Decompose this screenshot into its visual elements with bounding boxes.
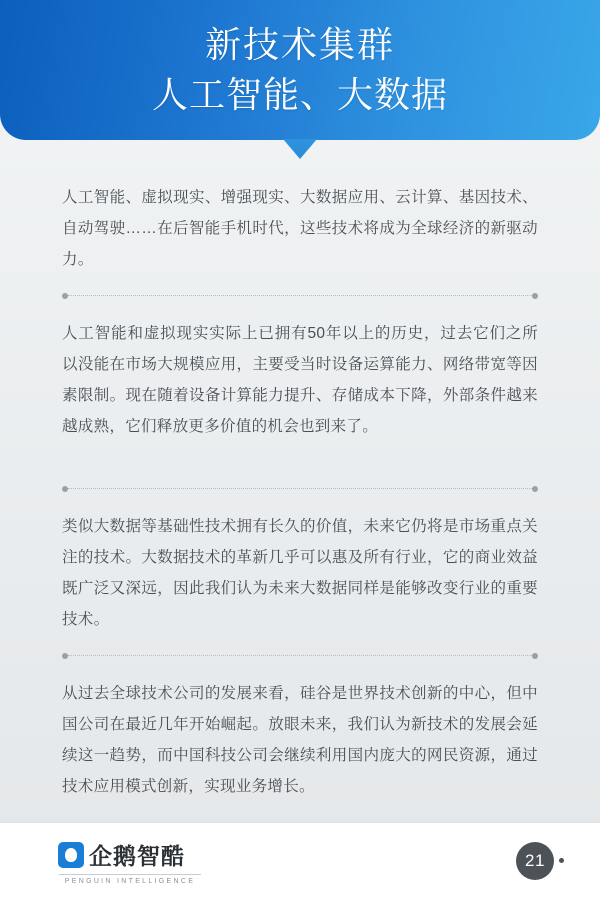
- header-notch-arrow: [283, 139, 317, 159]
- paragraph-block-1: [0, 160, 600, 295]
- title-line-2: 人工智能、大数据: [151, 74, 448, 115]
- paragraph-text: 类似大数据等基础性技术拥有长久的价值，未来它仍将是市场重点关注的技术。大数据技术的革新几乎可以惠及所有行业，它的商业效益既广泛又深远，因此我们认为未来大数据同样是能够改变行业的重要技术。: [62, 518, 538, 628]
- penguin-icon: [58, 842, 84, 868]
- logo-main-row: [58, 838, 185, 871]
- spacer: [0, 462, 600, 488]
- footer-top-rule: [0, 822, 600, 823]
- page-number-badge: 21: [516, 842, 554, 880]
- paragraph-text: 人工智能、虚拟现实、增强现实、大数据应用、云计算、基因技术、自动驾驶……在后智能手机时代，这些技术将成为全球经济的新驱动力。: [62, 189, 538, 268]
- paragraph-block-4: [0, 656, 600, 822]
- page-header: [0, 0, 600, 150]
- page-number-dot: [559, 858, 564, 863]
- paragraph-text: 从过去全球技术公司的发展来看，硅谷是世界技术创新的中心，但中国公司在最近几年开始崛起。放眼未来，我们认为新技术的发展会延续这一趋势，而中国科技公司会继续利用国内庞大的网民资源，通过技术应用模式创新，实现业务增长。: [62, 685, 538, 795]
- paragraph-block-2: [0, 296, 600, 462]
- title-line-1: 新技术集群: [204, 24, 395, 65]
- article-content: [0, 160, 600, 822]
- paragraph-block-3: [0, 489, 600, 655]
- brand-logo: [58, 838, 201, 885]
- page-title: [0, 0, 600, 140]
- page-footer: [0, 821, 600, 900]
- logo-text: 企鹅智酷: [89, 843, 185, 869]
- paragraph-text: 人工智能和虚拟现实实际上已拥有50年以上的历史，过去它们之所以没能在市场大规模应用，主要受当时设备运算能力、网络带宽等因素限制。现在随着设备计算能力提升、存储成本下降，外部条件越来越成熟，它们释放更多价值的机会也到来了。: [62, 325, 538, 435]
- logo-subtitle: PENGUIN INTELLIGENCE: [59, 874, 201, 885]
